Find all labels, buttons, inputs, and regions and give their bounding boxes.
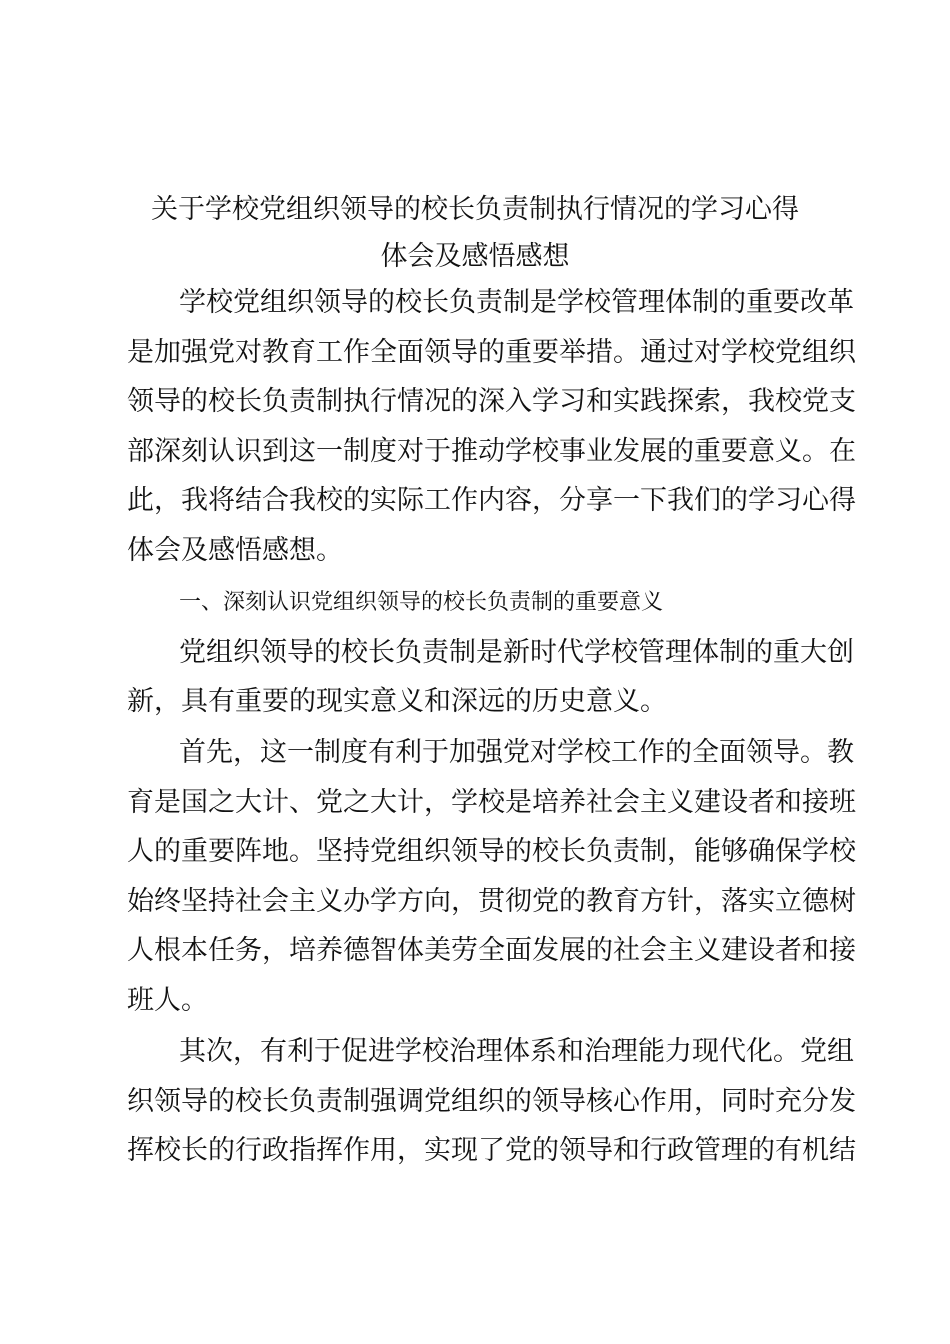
paragraph-3-line: 班人。 bbox=[127, 985, 208, 1016]
paragraph-1-line: 体会及感悟感想。 bbox=[127, 535, 343, 566]
paragraph-1-line: 学校党组织领导的校长负责制是学校管理体制的重要改革 bbox=[179, 287, 854, 318]
paragraph-3-line: 育是国之大计、党之大计，学校是培养社会主义建设者和接班 bbox=[127, 787, 856, 818]
paragraph-3-line: 人根本任务，培养德智体美劳全面发展的社会主义建设者和接 bbox=[127, 935, 856, 966]
paragraph-2-line: 党组织领导的校长负责制是新时代学校管理体制的重大创 bbox=[179, 637, 854, 668]
paragraph-3-line: 始终坚持社会主义办学方向，贯彻党的教育方针，落实立德树 bbox=[127, 886, 856, 917]
paragraph-1-line: 是加强党对教育工作全面领导的重要举措。通过对学校党组织 bbox=[127, 337, 856, 368]
paragraph-4-line: 其次，有利于促进学校治理体系和治理能力现代化。党组 bbox=[179, 1036, 854, 1067]
paragraph-4-line: 挥校长的行政指挥作用，实现了党的领导和行政管理的有机结 bbox=[127, 1135, 856, 1166]
paragraph-1-line: 此，我将结合我校的实际工作内容，分享一下我们的学习心得 bbox=[127, 485, 856, 516]
paragraph-4-line: 织领导的校长负责制强调党组织的领导核心作用，同时充分发 bbox=[127, 1086, 856, 1117]
document-title-line-2: 体会及感悟感想 bbox=[380, 241, 570, 272]
paragraph-1-line: 领导的校长负责制执行情况的深入学习和实践探索，我校党支 bbox=[127, 386, 856, 417]
paragraph-1-line: 部深刻认识到这一制度对于推动学校事业发展的重要意义。在 bbox=[127, 436, 856, 467]
document-title-line-1: 关于学校党组织领导的校长负责制执行情况的学习心得 bbox=[151, 194, 799, 225]
section-heading: 一、深刻认识党组织领导的校长负责制的重要意义 bbox=[179, 590, 664, 615]
paragraph-3-line: 首先，这一制度有利于加强党对学校工作的全面领导。教 bbox=[179, 737, 854, 768]
paragraph-3-line: 人的重要阵地。坚持党组织领导的校长负责制，能够确保学校 bbox=[127, 836, 856, 867]
paragraph-2-line: 新，具有重要的现实意义和深远的历史意义。 bbox=[127, 686, 667, 717]
